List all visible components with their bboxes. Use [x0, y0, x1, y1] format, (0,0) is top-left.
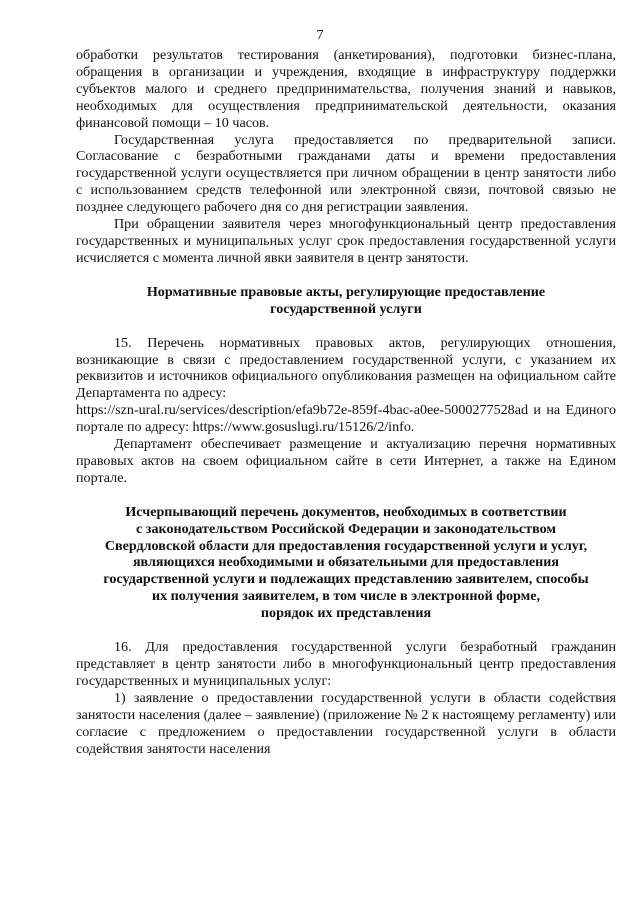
- paragraph-continuation: обработки результатов тестирования (анкетирования), подготовки бизнес-плана, обращения в организации и учреждения, входящие в инфраструктуру поддержки субъектов малого и среднего предпринимательства, получения знаний и навыков, необходимых для осуществления предпринимательской деятельности, оказания финансовой помощи – 10 часов.: [76, 47, 616, 131]
- heading-line: Исчерпывающий перечень документов, необходимых в соответствии: [125, 503, 567, 520]
- heading-line: их получения заявителем, в том числе в электронной форме,: [151, 588, 541, 605]
- heading-line: государственной услуги и подлежащих представлению заявителем, способы: [103, 571, 589, 588]
- document-body: [76, 47, 616, 757]
- heading-line: являющихся необходимыми и обязательными для предоставления: [132, 554, 560, 571]
- paragraph-15: 15. Перечень нормативных правовых актов, регулирующих отношения, возникающие в связи с предоставлением государственной услуги, с указанием их реквизитов и источников официального опубликования размещен на официальном сайте Департамента по адресу:: [76, 334, 616, 402]
- paragraph-appointment: Государственная услуга предоставляется по предварительной записи. Согласование с безработными гражданами даты и времени предоставления государственной услуги осуществляется при личном обращении в центр занятости либо с использованием средств телефонной или электронной связи, почтовой связью не позднее следующего рабочего дня со дня регистрации заявления.: [76, 131, 616, 216]
- paragraph-16-item-1: 1) заявление о предоставлении государственной услуги в области содействия занятости населения (далее – заявление) (приложение № 2 к настоящему регламенту) или согласие с предложением о предоставлении государственной услуги в области содействия занятости населения: [76, 689, 616, 757]
- heading-line: Нормативные правовые акты, регулирующие предоставление: [146, 283, 546, 300]
- heading-line: государственной услуги: [270, 300, 422, 317]
- paragraph-16: 16. Для предоставления государственной услуги безработный гражданин представляет в центр занятости либо в многофункциональный центр предоставления государственных и муниципальных услуг:: [76, 639, 616, 689]
- paragraph-department: Департамент обеспечивает размещение и актуализацию перечня нормативных правовых актов на своем официальном сайте в сети Интернет, а также на Едином портале.: [76, 436, 616, 486]
- page-number: 7: [316, 28, 324, 43]
- paragraph-mfc: При обращении заявителя через многофункциональный центр предоставления государственных и муниципальных услуг срок предоставления государственной услуги исчисляется с момента личной явки заявителя в центр занятости.: [76, 216, 616, 266]
- section-heading-documents: [76, 504, 616, 622]
- section-heading-normative-acts: [76, 284, 616, 318]
- heading-line: порядок их представления: [260, 605, 432, 622]
- paragraph-15-urls: https://szn-ural.ru/services/description/efa9b72e-859f-4bac-a0ee-5000277528ad и на Единого портале по адресу: https://www.gosuslugi.ru/15126/2/info.: [76, 402, 616, 436]
- heading-line: Свердловской области для предоставления государственной услуги и услуг,: [104, 537, 588, 554]
- heading-line: с законодательством Российской Федерации и законодательством: [136, 520, 556, 537]
